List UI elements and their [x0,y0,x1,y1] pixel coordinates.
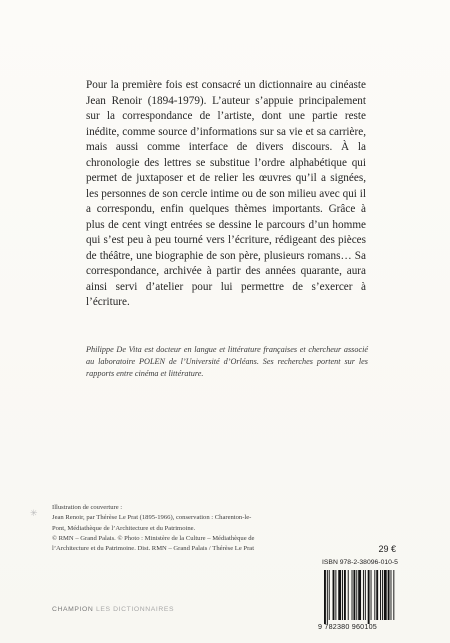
barcode-bar [393,570,394,620]
barcode-bar [324,570,326,624]
cover-illustration-credits [52,503,262,554]
barcode-graphic [322,570,398,624]
publisher-name: CHAMPION [52,606,94,613]
barcode-bar [342,570,343,620]
barcode-bar [368,570,370,624]
barcode-bar [365,570,366,620]
publisher-line [52,606,174,613]
barcode-bar [388,570,390,620]
barcode-bar [327,570,328,624]
barcode-bar [374,570,375,620]
barcode-bar [358,570,361,620]
barcode-bar [356,570,357,620]
credits-body: Jean Renoir, par Thérèse Le Prat (1895-1966), conservation : Charenton-le-Pont, Médiathèque de l’Architecture et du Patrimoine. [52,514,252,532]
barcode-bar [352,570,353,620]
price-label: 29 € [378,544,396,554]
barcode-bar [380,570,381,620]
barcode-bar [376,570,378,620]
barcode-bar [382,570,383,620]
barcode-bar [353,570,355,620]
barcode-bar [384,570,387,620]
barcode-bar [335,570,336,620]
barcode-bar [348,570,349,620]
blurb-text: Pour la première fois est consacré un dictionnaire au cinéaste Jean Renoir (1894-1979). L’auteur s’appuie principalement sur la correspondance de l’artiste, dont une partie reste inédite, comme source d’informations sur sa vie et sa carrière, mais aussi comme interface de divers discours. À la chronologie des lettres se substitue l’ordre alphabétique qui permet de juxtaposer et de relier les œuvres qu’il a signées, les personnes de son cercle intime ou de son milieu avec qui il a correspondu, enfin quelques thèmes importants. Grâce à plus de cent vingt entrées se dessine le parcours d’un homme qui s’est peu à peu tourné vers l’écriture, rédigeant des pièces de théâtre, une biographie de son père, plusieurs romans… Sa correspondance, archivée à partir des années quarante, aura ainsi servi d’atelier pour lui permettre de s’exercer à l’écriture. [86,79,366,308]
barcode-bar [363,570,364,620]
barcode-bar [344,570,346,620]
barcode-bar [371,570,372,620]
author-bio: Philippe De Vita est docteur en langue et littérature françaises et chercheur associé au laboratoire POLEN de l’Université d’Orléans. Ses recherches portent sur les rapports entre cinéma et littérature. [86,345,368,379]
barcode-bar [338,570,341,620]
decorative-mark-icon: ✳ [30,508,38,518]
barcode-digits: 9 782380 960105 [318,622,377,631]
credits-rights: © RMN – Grand Palais. © Photo : Ministère de la Culture – Médiathèque de l’Architecture et du Patrimoine. Dist. RMN – Grand Palais / Thérèse Le Prat [52,534,255,553]
isbn-label: ISBN 978-2-38096-010-5 [322,559,398,566]
publisher-series: LES DICTIONNAIRES [95,606,175,613]
barcode-bar [391,570,392,620]
credits-heading: Illustration de couverture : [52,504,123,511]
barcode-bar [333,570,335,620]
barcode-icon [322,570,398,624]
barcode-bar [329,570,330,620]
